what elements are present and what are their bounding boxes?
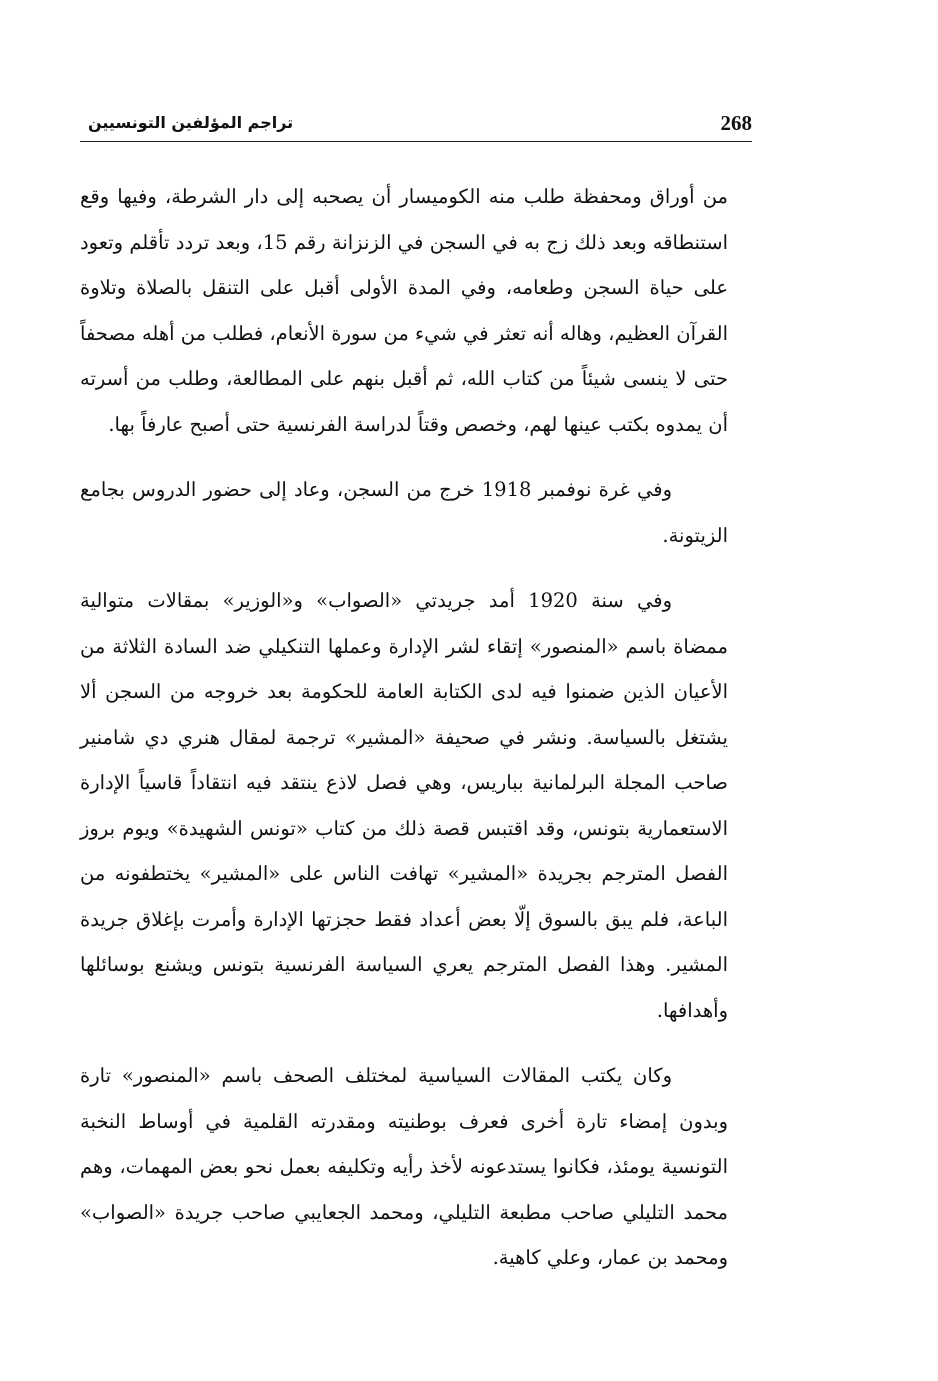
running-title: تراجم المؤلفين التونسيين xyxy=(88,113,294,132)
page-number: 268 xyxy=(720,111,752,135)
header-rule xyxy=(80,141,752,142)
paragraph-2: وفي غرة نوفمبر 1918 خرج من السجن، وعاد إلى حضور الدروس بجامع الزيتونة. xyxy=(80,478,728,547)
paragraph-4: وكان يكتب المقالات السياسية لمختلف الصحف باسم «المنصور» تارة وبدون إمضاء تارة أخرى فعرف بوطنيته ومقدرته القلمية في أوساط النخبة التونسية يومئذ، فكانوا يستدعونه لأخذ رأيه وتكليفه بعمل نحو بعض المهمات، وهم محمد التليلي صاحب مطبعة التليلي، ومحمد الجعايبي صاحب جريدة «الصواب» ومحمد بن عمار، وعلي كاهية. xyxy=(80,1064,728,1269)
paragraph-3: وفي سنة 1920 أمد جريدتي «الصواب» و«الوزير» بمقالات متوالية ممضاة باسم «المنصور» إتقاء لشر الإدارة وعملها التنكيلي ضد السادة الثلاثة من الأعيان الذين ضمنوا فيه لدى الكتابة العامة للحكومة بعد خروجه من السجن ألا يشتغل بالسياسة. ونشر في صحيفة «المشير» ترجمة لمقال هنري دي شامنير صاحب المجلة البرلمانية بباريس، وهي فصل لاذع ينتقد فيه انتقاداً قاسياً الإدارة الاستعمارية بتونس، وقد اقتبس قصة ذلك من كتاب «تونس الشهيدة» ويوم بروز الفصل المترجم بجريدة «المشير» تهافت الناس على «المشير» يختطفونه من الباعة، فلم يبق بالسوق إلّا بعض أعداد فقط حجزتها الإدارة وأمرت بإغلاق جريدة المشير. وهذا الفصل المترجم يعري السياسة الفرنسية بتونس ويشنع بوسائلها وأهدافها. xyxy=(80,589,728,1022)
running-header xyxy=(80,108,752,142)
paragraph-1: من أوراق ومحفظة طلب منه الكوميسار أن يصحبه إلى دار الشرطة، وفيها وقع استنطاقه وبعد ذلك زج به في السجن في الزنزانة رقم 15، وبعد تردد تأقلم وتعود على حياة السجن وطعامه، وفي المدة الأولى أقبل على التنقل بالصلاة وتلاوة القرآن العظيم، وهاله أنه تعثر في شيء من سورة الأنعام، فطلب من أهله مصحفاً حتى لا ينسى شيئاً من كتاب الله، ثم أقبل بنهم على المطالعة، وطلب من أسرته أن يمدوه بكتب عينها لهم، وخصص وقتاً لدراسة الفرنسية حتى أصبح عارفاً بها. xyxy=(80,185,728,436)
body-text xyxy=(80,174,728,1301)
